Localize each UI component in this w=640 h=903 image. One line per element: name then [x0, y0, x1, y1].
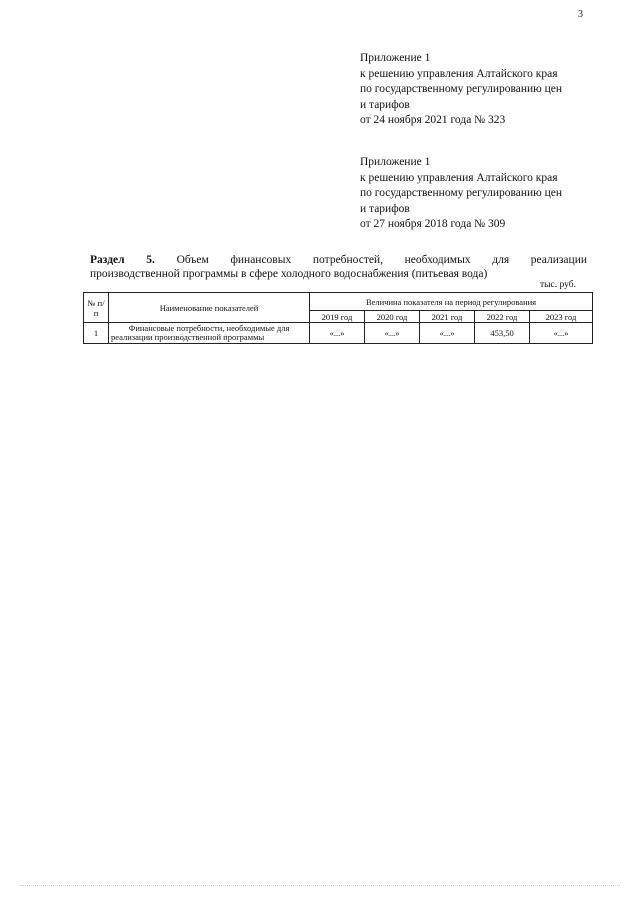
appendix-previous: [360, 155, 620, 233]
col-header-year: 2019 год: [310, 311, 365, 323]
col-header-year: 2023 год: [530, 311, 593, 323]
section-title-part1: Объем финансовых потребностей, необходимых для реализации: [176, 254, 588, 266]
col-header-num: № п/п: [84, 293, 109, 323]
section-heading: [90, 253, 587, 281]
appendix-line: Приложение 1: [360, 156, 431, 168]
table-header-row: [84, 293, 593, 311]
appendix-line: от 27 ноября 2018 года № 309: [360, 218, 506, 230]
appendix-line: к решению управления Алтайского края: [360, 171, 558, 184]
row-name: Финансовые потребности, необходимые для реализации производственной программы: [109, 323, 310, 344]
units-label: тыс. руб.: [540, 280, 576, 290]
page-number: 3: [578, 9, 583, 20]
appendix-line: от 24 ноября 2021 года № 323: [360, 114, 506, 126]
scan-edge-line: [20, 885, 620, 886]
section-heading-line1: [90, 253, 587, 267]
appendix-line: Приложение 1: [360, 52, 431, 64]
row-value: 453,50: [475, 323, 530, 344]
row-value: «...»: [310, 323, 365, 344]
financial-needs-table: [83, 292, 593, 344]
table-row: [84, 323, 593, 344]
col-header-group: Величина показателя на период регулирования: [310, 293, 593, 311]
row-value: «...»: [420, 323, 475, 344]
col-header-name: Наименование показателей: [109, 293, 310, 323]
row-value: «...»: [365, 323, 420, 344]
appendix-line: по государственному регулированию цен: [360, 187, 563, 199]
section-title-part2: производственной программы в сфере холодного водоснабжения (питьевая вода): [90, 268, 488, 280]
appendix-line: по государственному регулированию цен: [360, 83, 563, 95]
appendix-current: [360, 51, 620, 129]
appendix-line: к решению управления Алтайского края: [360, 67, 558, 80]
section-label: Раздел 5.: [90, 254, 155, 266]
col-header-year: 2021 год: [420, 311, 475, 323]
appendix-line: и тарифов: [360, 202, 410, 215]
row-value: «...»: [530, 323, 593, 344]
col-header-year: 2022 год: [475, 311, 530, 323]
appendix-line: и тарифов: [360, 98, 410, 111]
row-num: 1: [84, 323, 109, 344]
col-header-year: 2020 год: [365, 311, 420, 323]
